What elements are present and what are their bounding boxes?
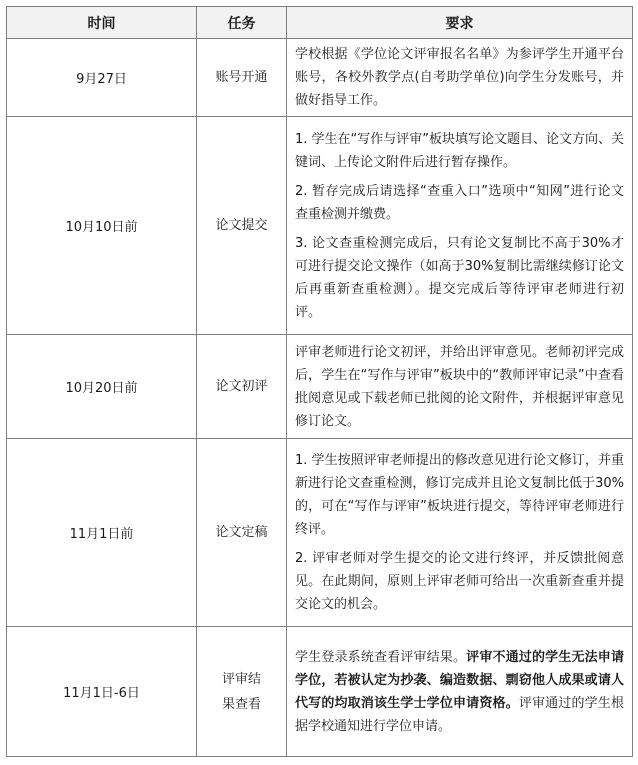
header-requirement: 要求 bbox=[287, 7, 633, 39]
requirement-text: 2. 暂存完成后请选择“查重入口”选项中“知网”进行论文查重检测并缴费。 bbox=[295, 183, 624, 222]
table-row bbox=[7, 439, 633, 627]
requirement-paragraph bbox=[295, 646, 624, 738]
requirement-paragraph bbox=[295, 449, 624, 541]
requirement-cell bbox=[287, 627, 633, 757]
task-cell: 评审结果查看 bbox=[197, 627, 287, 757]
requirement-text: 评审老师进行论文初评，并给出评审意见。老师初评完成后，学生在“写作与评审”板块中的“教师评审记录”中查看批阅意见或下载老师已批阅的论文附件，并根据评审意见修订论文。 bbox=[295, 344, 624, 429]
table-row bbox=[7, 117, 633, 335]
time-cell: 9月27日 bbox=[7, 39, 197, 117]
task-cell: 论文初评 bbox=[197, 335, 287, 439]
task-cell: 账号开通 bbox=[197, 39, 287, 117]
header-time: 时间 bbox=[7, 7, 197, 39]
requirement-text: 评审通过的学生根据学校通知进行学位申请。 bbox=[295, 695, 624, 734]
requirement-text: 2. 评审老师对学生提交的论文进行终评，并反馈批阅意见。在此期间，原则上评审老师可给出一次重新查重并提交论文的机会。 bbox=[295, 551, 624, 612]
schedule-table bbox=[6, 6, 633, 757]
requirement-text: 3. 论文查重检测完成后，只有论文复制比不高于30%才可进行提交论文操作（如高于30%复制比需继续修订论文后再重新查重检测）。提交完成后等待评审老师进行初评。 bbox=[295, 235, 624, 320]
task-cell: 论文提交 bbox=[197, 117, 287, 335]
requirement-paragraph bbox=[295, 43, 624, 112]
table-row bbox=[7, 39, 633, 117]
requirement-cell bbox=[287, 335, 633, 439]
requirement-cell bbox=[287, 39, 633, 117]
header-task: 任务 bbox=[197, 7, 287, 39]
requirement-paragraph bbox=[295, 232, 624, 324]
time-cell: 10月20日前 bbox=[7, 335, 197, 439]
requirement-cell bbox=[287, 117, 633, 335]
requirement-text: 学生登录系统查看评审结果。 bbox=[295, 649, 467, 665]
requirement-text: 1. 学生在“写作与评审”板块填写论文题目、论文方向、关键词、上传论文附件后进行暂存操作。 bbox=[295, 131, 625, 170]
requirement-paragraph bbox=[295, 341, 624, 433]
time-cell: 10月10日前 bbox=[7, 117, 197, 335]
table-row bbox=[7, 335, 633, 439]
time-cell: 11月1日-6日 bbox=[7, 627, 197, 757]
time-cell: 11月1日前 bbox=[7, 439, 197, 627]
requirement-cell bbox=[287, 439, 633, 627]
requirement-paragraph bbox=[295, 128, 624, 174]
requirement-paragraph bbox=[295, 180, 624, 226]
emphasis-text: 评审不通过的学生无法申请学位，若被认定为抄袭、编造数据、剽窃他人成果或请人代写的均取消该生学士学位申请资格。 bbox=[295, 649, 624, 711]
task-cell: 论文定稿 bbox=[197, 439, 287, 627]
requirement-text: 学校根据《学位论文评审报名名单》为参评学生开通平台账号，各校外教学点(自考助学单位)向学生分发账号，并做好指导工作。 bbox=[295, 47, 624, 108]
requirement-paragraph bbox=[295, 547, 624, 616]
requirement-text: 1. 学生按照评审老师提出的修改意见进行论文修订，并重新进行论文查重检测，修订完成并且论文复制比低于30%的，可在“写作与评审”板块进行提交，等待评审老师进行终评。 bbox=[295, 453, 624, 537]
table-row bbox=[7, 627, 633, 757]
header-row bbox=[7, 7, 633, 39]
